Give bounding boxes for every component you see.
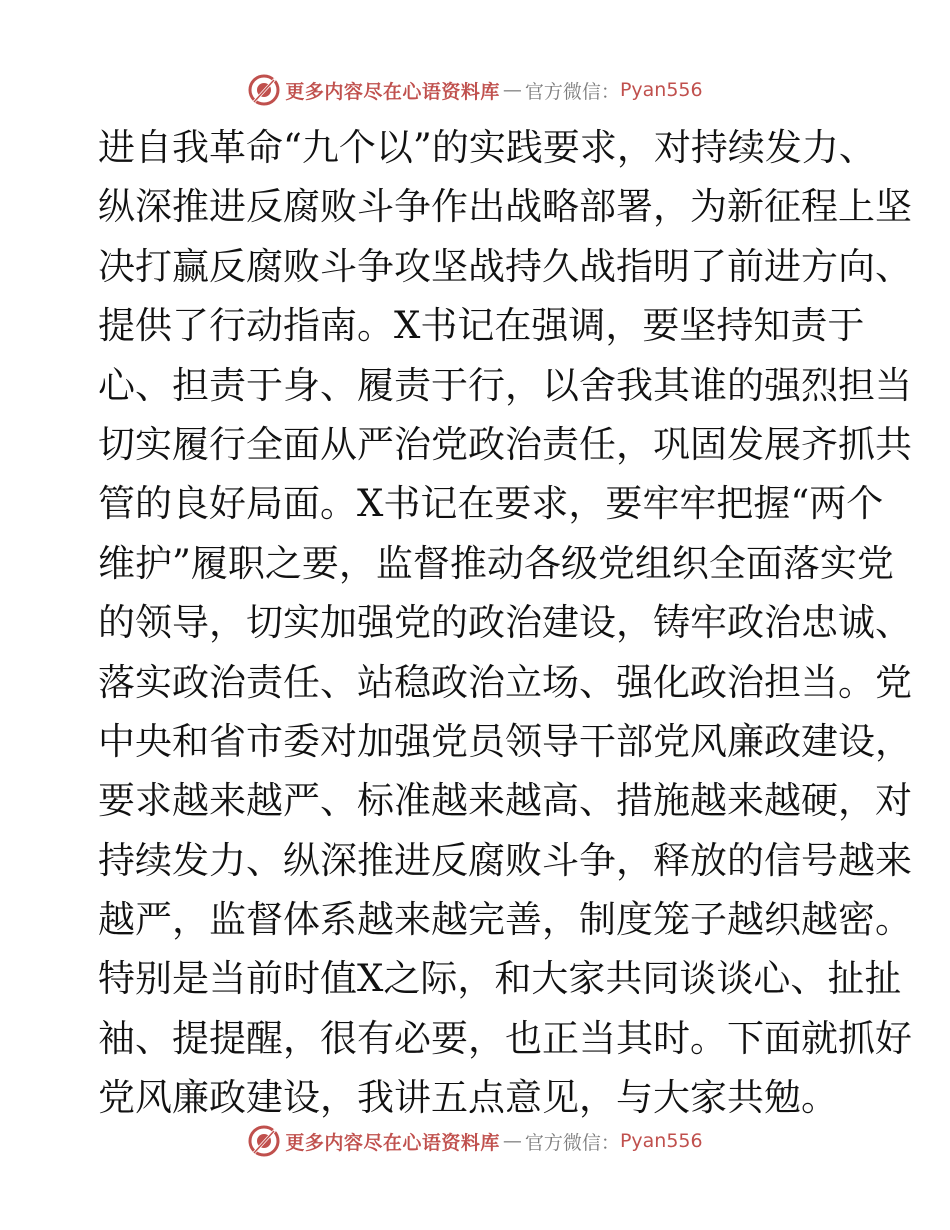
- body-line: 纵深推进反腐败斗争作出战略部署，为新征程上坚: [98, 185, 912, 229]
- footer-watermark: [0, 1121, 950, 1161]
- body-line: 党风廉政建设，我讲五点意见，与大家共勉。: [98, 1076, 838, 1120]
- body-line: 提供了行动指南。X书记在强调，要坚持知责于: [98, 304, 865, 348]
- header-watermark: [0, 70, 950, 110]
- body-line: 持续发力、纵深推进反腐败斗争，释放的信号越来: [98, 838, 912, 882]
- body-line: 管的良好局面。X书记在要求，要牢牢把握“两个: [98, 482, 884, 526]
- body-line: 心、担责于身、履责于行，以舍我其谁的强烈担当: [98, 363, 912, 407]
- body-line: 特别是当前时值X之际，和大家共同谈谈心、扯扯: [98, 957, 902, 1001]
- body-line: 越严，监督体系越来越完善，制度笼子越织越密。: [98, 898, 912, 942]
- body-line: 要求越来越严、标准越来越高、措施越来越硬，对: [98, 779, 912, 823]
- feather-pen-seal-icon: [247, 1124, 281, 1158]
- body-line: 的领导，切实加强党的政治建设，铸牢政治忠诚、: [98, 601, 912, 645]
- body-line: 决打赢反腐败斗争攻坚战持久战指明了前进方向、: [98, 244, 912, 288]
- watermark-dash: —: [502, 1130, 522, 1152]
- body-line: 切实履行全面从严治党政治责任，巩固发展齐抓共: [98, 422, 912, 466]
- document-body: [98, 118, 912, 1128]
- body-line: 进自我革命“九个以”的实践要求，对持续发力、: [98, 126, 876, 169]
- watermark-dash: —: [502, 79, 522, 101]
- watermark-contact-id: Pyan556: [619, 79, 703, 101]
- watermark-contact-id: Pyan556: [619, 1130, 703, 1152]
- body-line: 维护”履职之要，监督推动各级党组织全面落实党: [98, 541, 894, 585]
- body-line: 袖、提提醒，很有必要，也正当其时。下面就抓好: [98, 1016, 912, 1060]
- watermark-text: 更多内容尽在心语资料库: [285, 80, 500, 103]
- body-line: 落实政治责任、站稳政治立场、强化政治担当。党: [98, 660, 912, 704]
- watermark-contact-label: 官方微信：: [524, 1131, 620, 1154]
- body-line: 中央和省市委对加强党员领导干部党风廉政建设，: [98, 719, 912, 763]
- watermark-contact-label: 官方微信：: [524, 80, 620, 103]
- feather-pen-seal-icon: [247, 73, 281, 107]
- watermark-text: 更多内容尽在心语资料库: [285, 1131, 500, 1154]
